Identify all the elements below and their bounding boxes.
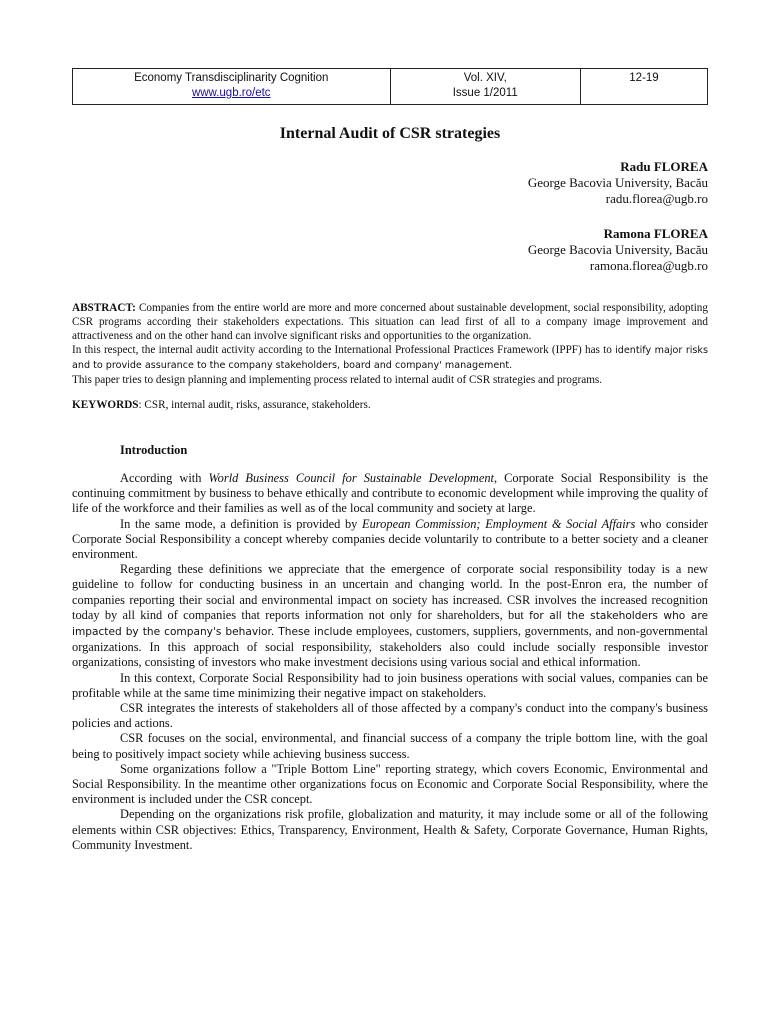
journal-cell [73,69,391,105]
paragraph: In this context, Corporate Social Responsibility had to join business operations with social values, companies can be profitable while at the same time minimizing their negative impact on stakeholders. [72,670,708,700]
volume-cell [390,69,581,105]
paragraph-text: , Corporate Social Responsibility is the continuing commitment by business to behave ethically and contribute to economic development while improving the quality of life of the workforce and their families as well as of the local community and society at large. [72,471,708,516]
paragraph [72,471,708,517]
paragraph-italic: World Business Council for Sustainable Development [208,471,494,485]
abstract-text: Companies from the entire world are more and more concerned about sustainable development, social responsibility, adopting CSR programs according their stakeholders expectations. This situation can lead first of all to a company image improvement and attractiveness and on the other hand can involve significant risks and opportunities to the organization. [72,302,708,342]
keywords-label: KEYWORDS [72,399,139,411]
paragraph [72,517,708,563]
paragraph: CSR integrates the interests of stakeholders all of those affected by a company's conduct into the company's business policies and actions. [72,701,708,731]
paragraph-text: who consider Corporate Social Responsibility a concept whereby companies decide voluntarily to contribute to a better society and a cleaner environment. [72,516,708,562]
abstract-text: This paper tries to design planning and implementing process related to internal audit of CSR strategies and programs. [72,374,603,386]
keywords [72,398,708,412]
author-email: ramona.florea@ugb.ro [589,258,708,273]
volume: Vol. XIV, [463,72,507,84]
journal-name: Economy Transdisciplinarity Cognition [134,72,329,84]
issue: Issue 1/2011 [452,87,518,99]
paragraph-italic: European Commission; Employment & Social Affairs [362,516,636,531]
paragraph: Depending on the organizations risk profile, globalization and maturity, it may include some or all of the following elements within CSR objectives: Ethics, Transparency, Environment, Health & Safety, Corporate Governance, Human Rights, Community Investment. [72,807,708,852]
paragraph-text: employees, customers, suppliers, governments, and non-governmental organizations. In this approach of social responsibility, stakeholders also could include socially responsible investor organizations, consisting of investors who make investment decisions using various social and ethical information. [72,624,708,670]
author-block [72,226,708,274]
abstract-label: ABSTRACT: [72,302,136,314]
paragraph-text: for all the stakeholders who are impacted by the company's behavior. These include [72,609,708,639]
paper-page [72,68,708,853]
pages-cell: 12-19 [581,69,708,105]
journal-url-link[interactable]: www.ugb.ro/etc [191,87,271,99]
paragraph-text: In the same mode, a definition is provided by [120,516,363,531]
abstract-text: identify major risks and to provide assurance to the company stakeholders, board and company' management. [72,345,708,371]
paragraph: Some organizations follow a "Triple Bottom Line" reporting strategy, which covers Economic, Environmental and Social Responsibility. In the meantime other organizations focus on Economic and Corporate Social Responsibility, where the environment is included under the CSR concept. [72,761,708,807]
paragraph [72,562,708,670]
paragraph-text: Regarding these definitions we appreciate that the emergence of corporate social responsibility today is a new guideline to follow for conducting business in an uncertain and changing world. In the post-Enron era, the number of companies reporting their social and environmental impact on society has increased. CSR involves the increased recognition today by all kind of companies that reports information not only for shareholders, but [72,562,708,622]
author-name: Radu FLOREA [620,159,708,174]
abstract-text: In this respect, the internal audit activity according to the International Professional Practices Framework (IPPF) has to [72,344,612,356]
abstract [72,301,708,387]
journal-header [72,68,708,105]
section-heading: Introduction [120,443,188,457]
author-block [72,159,708,207]
paragraph-text: According with [120,471,209,485]
paper-title: Internal Audit of CSR strategies [279,125,501,142]
author-affiliation: George Bacovia University, Bacău [527,242,708,257]
section-body [72,471,708,853]
keywords-text: : CSR, internal audit, risks, assurance, stakeholders. [138,399,371,411]
author-affiliation: George Bacovia University, Bacău [527,175,708,190]
paragraph: CSR focuses on the social, environmental, and financial success of a company the triple bottom line, with the goal being to positively impact society while achieving business success. [72,731,708,761]
author-name: Ramona FLOREA [603,226,708,241]
author-email: radu.florea@ugb.ro [605,191,708,206]
